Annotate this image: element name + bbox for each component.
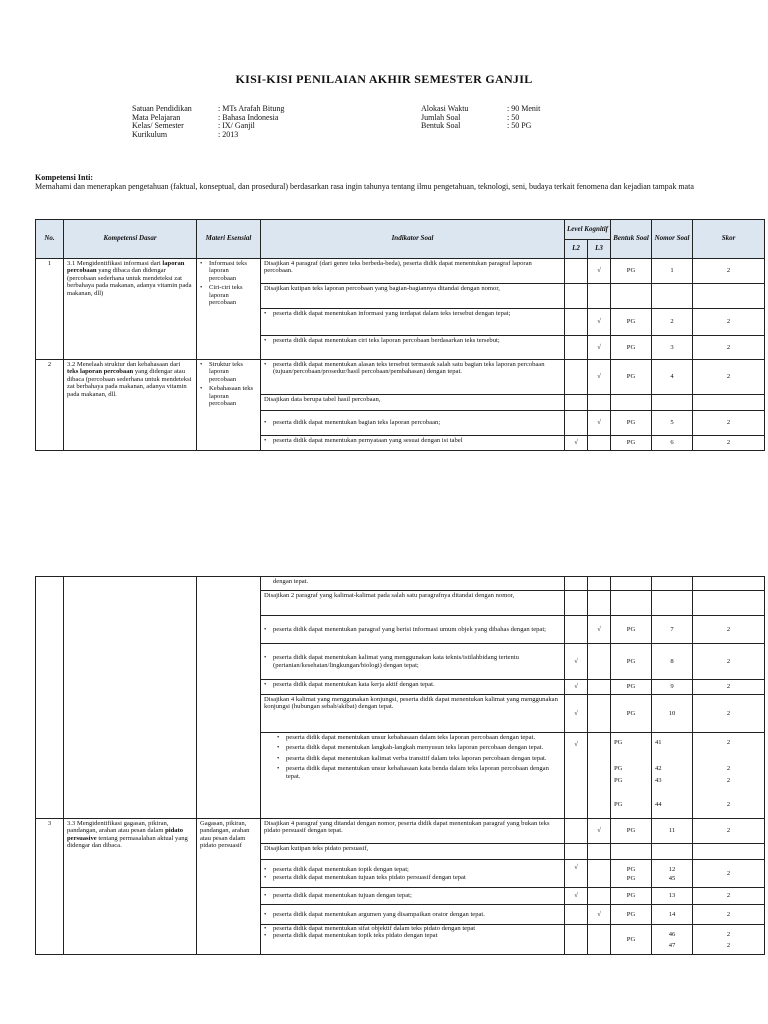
kd-text: 3.1 Mengidentifikasi informasi dari — [67, 260, 163, 267]
indikator-text: peserta didik dapat menentukan argumen yang disampaikan orator dengan tepat. — [273, 910, 485, 918]
bentuk-cell: PG — [611, 888, 652, 905]
bentuk-cell — [611, 284, 652, 309]
indikator-text: peserta didik dapat menentukan tujuan teks pidato persuasif dengan tepat — [273, 873, 466, 881]
bullet: • — [264, 910, 267, 918]
skor-cell — [693, 284, 765, 309]
row-number: 1 — [36, 259, 64, 360]
info-value: : 90 Menit — [507, 104, 541, 113]
indikator-cell — [261, 360, 565, 395]
skor-cell — [693, 844, 765, 860]
kd-text: yang dibaca dan didengar (percobaan sederhana untuk mendeteksi zat berbahaya pada makanan, adanya vitamin pada makanan, dll) — [67, 267, 192, 297]
bullet: • — [264, 932, 267, 940]
info-value: : MTs Arafah Bitung — [218, 104, 285, 113]
bullet: • — [277, 744, 280, 752]
nomor-cell: 8 — [652, 644, 693, 680]
nomor-cell — [652, 844, 693, 860]
bentuk-value: PG — [626, 874, 636, 882]
indikator-cell — [261, 733, 565, 819]
table-row — [36, 259, 765, 284]
l3-cell — [588, 284, 611, 309]
kd-keyword: laporan percobaan — [67, 260, 185, 275]
skor-cell: 2 — [693, 888, 765, 905]
nomor-cell — [652, 733, 693, 819]
indikator-cell — [261, 336, 565, 360]
row-number: 3 — [36, 819, 64, 955]
indikator-text: peserta didik dapat menentukan kalimat verba transitif dalam teks laporan percobaan dengan tepat. — [286, 754, 547, 762]
l3-cell — [588, 680, 611, 695]
indikator-cell: Disajikan 4 kalimat yang menggunakan konjungsi, peserta didik dapat menentukan kalimat yang menggunakan konjungsi (hubungan sebab/akibat) dengan tepat. — [261, 695, 565, 733]
l2-cell — [565, 360, 588, 395]
l3-cell: √ — [588, 336, 611, 360]
materi-cell — [197, 360, 261, 451]
identity-right — [421, 105, 540, 131]
nomor-value: 41 — [655, 739, 662, 746]
bullet: • — [200, 385, 203, 393]
info-value: : IX/ Ganjil — [218, 121, 255, 131]
nomor-cell: 11 — [652, 819, 693, 844]
nomor-cell: 14 — [652, 905, 693, 925]
nomor-cell — [652, 925, 693, 955]
indikator-cell — [261, 644, 565, 680]
bentuk-cell: PG — [611, 819, 652, 844]
skor-cell: 2 — [693, 819, 765, 844]
info-label: Bentuk Soal — [421, 121, 461, 131]
indikator-text: dengan tepat. — [273, 578, 309, 585]
skor-cell — [693, 591, 765, 616]
indikator-cell: Disajikan 2 paragraf yang kalimat-kalimat pada salah satu paragrafnya ditandai dengan nomor, — [261, 591, 565, 616]
bullet: • — [200, 361, 203, 368]
l2-cell: √ — [565, 644, 588, 680]
bullet: • — [277, 734, 280, 741]
info-value: : Bahasa Indonesia — [218, 112, 279, 122]
nomor-value: 43 — [655, 777, 662, 784]
l2-cell — [565, 819, 588, 844]
header-l3: L3 — [588, 240, 611, 259]
identity-left — [132, 105, 284, 139]
nomor-cell: 13 — [652, 888, 693, 905]
bentuk-cell: PG — [611, 905, 652, 925]
kisi-table-2 — [35, 576, 765, 955]
bentuk-cell — [611, 591, 652, 616]
bentuk-cell: PG — [611, 336, 652, 360]
l3-cell: √ — [588, 819, 611, 844]
bullet: • — [264, 654, 267, 662]
indikator-text: peserta didik dapat menentukan pernyataan yang sesuai dengan isi tabel — [273, 437, 463, 444]
bentuk-value: PG — [614, 765, 623, 772]
bentuk-value: PG — [626, 865, 636, 873]
skor-cell: 2 — [693, 905, 765, 925]
skor-value: 2 — [726, 739, 731, 746]
l2-cell — [565, 336, 588, 360]
indikator-text: peserta didik dapat menentukan kata kerja aktif dengan tepat. — [273, 681, 435, 688]
info-label: Alokasi Waktu — [421, 104, 469, 113]
l3-cell: √ — [588, 616, 611, 644]
bentuk-cell: PG — [611, 259, 652, 284]
ki-text: Memahami dan menerapkan pengetahuan (faktual, konseptual, dan prosedural) berdasarkan rasa ingin tahunya tentang ilmu pengetahuan, teknologi, seni, budaya terkait fenomena dan kejadian tampak mata — [35, 182, 694, 191]
nomor-cell — [652, 395, 693, 411]
bullet: • — [264, 925, 267, 932]
nomor-value: 46 — [668, 930, 676, 938]
info-label: Kelas/ Semester — [132, 121, 184, 131]
nomor-cell: 6 — [652, 436, 693, 451]
indikator-text: peserta didik dapat menentukan ciri teks laporan percobaan berdasarkan teks tersebut; — [273, 337, 500, 344]
materi-item: Struktur teks laporan percobaan — [209, 361, 243, 383]
skor-cell: 2 — [693, 436, 765, 451]
bullet: • — [264, 437, 267, 444]
indikator-cell — [261, 411, 565, 436]
kd-cell — [64, 360, 197, 451]
info-label: Satuan Pendidikan — [132, 104, 192, 113]
nomor-cell: 10 — [652, 695, 693, 733]
indikator-text: peserta didik dapat menentukan sifat objektif dalam teks pidato dengan tepat — [273, 925, 476, 932]
indikator-cell: Disajikan kutipan teks pidato persuasif, — [261, 844, 565, 860]
bentuk-cell — [611, 395, 652, 411]
header-kd: Kompetensi Dasar — [64, 220, 197, 259]
l2-cell — [565, 905, 588, 925]
indikator-text: peserta didik dapat menentukan topik dengan tepat; — [273, 866, 409, 874]
indikator-text: peserta didik dapat menentukan tujuan dengan tepat; — [273, 892, 412, 900]
bullet: • — [264, 361, 267, 368]
kd-cell — [64, 819, 197, 955]
l3-cell — [588, 644, 611, 680]
l3-cell: √ — [588, 411, 611, 436]
skor-cell — [693, 733, 765, 819]
nomor-cell: 5 — [652, 411, 693, 436]
skor-cell: 2 — [693, 309, 765, 336]
l2-cell: √ — [565, 695, 588, 733]
bullet: • — [264, 310, 267, 317]
info-label: Mata Pelajaran — [132, 112, 181, 122]
bentuk-cell: PG — [611, 436, 652, 451]
l2-cell: √ — [565, 733, 588, 819]
l3-cell: √ — [588, 360, 611, 395]
nomor-cell: 1 — [652, 259, 693, 284]
skor-cell: 2 — [693, 616, 765, 644]
l2-cell — [565, 309, 588, 336]
skor-cell: 2 — [693, 336, 765, 360]
header-indikator: Indikator Soal — [261, 220, 565, 259]
ki-label: Kompetensi Inti: — [35, 173, 93, 182]
bullet: • — [277, 765, 280, 773]
kd-text: tentang permasalahan aktual yang didengar dan dibaca. — [67, 834, 188, 850]
l2-cell — [565, 411, 588, 436]
nomor-cell — [652, 860, 693, 888]
kd-keyword: pidato persuasive — [67, 827, 184, 842]
l2-cell — [565, 395, 588, 411]
bentuk-cell: PG — [611, 925, 652, 955]
row-number: 2 — [36, 360, 64, 451]
indikator-text: peserta didik dapat menentukan paragraf yang berisi informasi umum objek yang dibahas dengan tepat; — [273, 625, 547, 633]
kd-cell — [64, 259, 197, 360]
l2-cell — [565, 259, 588, 284]
nomor-value: 47 — [668, 941, 676, 949]
skor-value: 2 — [726, 941, 731, 949]
bentuk-cell — [611, 733, 652, 819]
bullet: • — [264, 625, 267, 633]
bentuk-cell: PG — [611, 644, 652, 680]
l3-cell — [588, 888, 611, 905]
bullet: • — [264, 873, 267, 881]
l3-cell — [588, 695, 611, 733]
bullet: • — [264, 866, 267, 874]
nomor-cell: 3 — [652, 336, 693, 360]
indikator-cell — [261, 436, 565, 451]
header-bentuk: Bentuk Soal — [611, 220, 652, 259]
skor-cell — [693, 925, 765, 955]
bentuk-cell: PG — [611, 680, 652, 695]
page-title: KISI-KISI PENILAIAN AKHIR SEMESTER GANJIL — [235, 72, 533, 86]
l2-cell: √ — [565, 860, 588, 888]
skor-cell: 2 — [693, 360, 765, 395]
info-value: : 50 — [507, 112, 520, 122]
indikator-cell — [261, 577, 565, 591]
indikator-text: peserta didik dapat menentukan topik teks pidato dengan tepat — [273, 932, 438, 940]
bentuk-value: PG — [614, 739, 623, 746]
nomor-cell — [652, 591, 693, 616]
indikator-text: peserta didik dapat menentukan kalimat yang menggunakan kata teknis/istilahbidang tertentu (pertanian/kesehatan/lingkungan/biologi) dengan tepat; — [273, 654, 519, 669]
nomor-cell — [652, 284, 693, 309]
nomor-value: 44 — [655, 801, 662, 808]
table-row — [36, 360, 765, 395]
l2-cell: √ — [565, 680, 588, 695]
bentuk-cell: PG — [611, 411, 652, 436]
info-value: : 50 PG — [507, 121, 532, 131]
l3-cell — [588, 844, 611, 860]
l2-cell — [565, 591, 588, 616]
skor-cell: 2 — [693, 695, 765, 733]
info-label: Jumlah Soal — [421, 112, 461, 122]
indikator-cell: Disajikan kutipan teks laporan percobaan yang bagian-bagiannya ditandai dengan nomor, — [261, 284, 565, 309]
materi-item: Ciri-ciri teks laporan percobaan — [209, 284, 243, 307]
indikator-text: peserta didik dapat menentukan informasi yang terdapat dalam teks tersebut dengan tepat; — [273, 310, 511, 317]
materi-cell — [197, 259, 261, 360]
table-row — [36, 577, 765, 591]
table-row — [36, 819, 765, 844]
materi-item: Kebahasaan teks laporan percobaan — [209, 385, 254, 408]
skor-value: 2 — [726, 777, 731, 784]
bentuk-cell — [611, 844, 652, 860]
bullet: • — [200, 260, 203, 267]
nomor-cell: 9 — [652, 680, 693, 695]
info-label: Kurikulum — [132, 129, 168, 139]
l3-cell: √ — [588, 905, 611, 925]
bullet: • — [200, 284, 203, 292]
indikator-text: peserta didik dapat menentukan unsur kebahasaan dalam teks laporan percobaan dengan tepat. — [286, 734, 535, 741]
header-level: Level Kognitif — [565, 220, 611, 240]
nomor-value: 45 — [668, 874, 676, 882]
skor-cell: 2 — [693, 411, 765, 436]
bentuk-cell: PG — [611, 309, 652, 336]
indikator-cell — [261, 888, 565, 905]
nomor-cell: 4 — [652, 360, 693, 395]
skor-cell: 2 — [693, 860, 765, 888]
nomor-cell: 2 — [652, 309, 693, 336]
kisi-table-1 — [35, 219, 765, 451]
header-materi: Materi Esensial — [197, 220, 261, 259]
kd-text: 3.3 Mengidentifikasi gagasan, pikiran, pandangan, arahan atau pesan dalam — [67, 820, 169, 835]
indikator-cell — [261, 860, 565, 888]
header-nomor: Nomor Soal — [652, 220, 693, 259]
indikator-text: peserta didik dapat menentukan unsur kebahasaan kata benda dalam teks laporan percobaan dengan tepat. — [286, 765, 549, 780]
l3-cell: √ — [588, 309, 611, 336]
skor-cell: 2 — [693, 259, 765, 284]
kd-keyword: teks laporan percobaan — [67, 368, 134, 376]
header-skor: Skor — [693, 220, 765, 259]
skor-cell: 2 — [693, 644, 765, 680]
bentuk-value: PG — [614, 801, 623, 808]
skor-value: 2 — [726, 801, 731, 808]
indikator-cell — [261, 905, 565, 925]
l3-cell — [588, 591, 611, 616]
l2-cell — [565, 844, 588, 860]
header-no: No. — [36, 220, 64, 259]
nomor-value: 12 — [668, 865, 676, 873]
indikator-text: peserta didik dapat menentukan bagian teks laporan percobaan; — [273, 419, 441, 427]
indikator-cell: Disajikan 4 paragraf yang ditandai dengan nomor, peserta didik dapat menentukan paragraf yang bukan teks pidato persuasif dengan tepat. — [261, 819, 565, 844]
skor-cell — [693, 395, 765, 411]
bentuk-value: PG — [614, 777, 623, 784]
skor-cell: 2 — [693, 680, 765, 695]
bullet: • — [264, 419, 267, 427]
indikator-cell: Disajikan 4 paragraf (dari genre teks berbeda-beda), peserta didik dapat menentukan paragraf laporan percobaan. — [261, 259, 565, 284]
indikator-cell — [261, 616, 565, 644]
bentuk-cell: PG — [611, 616, 652, 644]
bentuk-cell: PG — [611, 360, 652, 395]
l2-cell — [565, 616, 588, 644]
l2-cell — [565, 284, 588, 309]
bullet: • — [277, 754, 280, 762]
header-l2: L2 — [565, 240, 588, 259]
indikator-cell: Disajikan data berupa tabel hasil percobaan, — [261, 395, 565, 411]
materi-item: Informasi teks laporan percobaan — [209, 260, 247, 282]
indikator-text: peserta didik dapat menentukan langkah-langkah menyusun teks laporan percobaan dengan tepat. — [286, 744, 544, 752]
nomor-cell: 7 — [652, 616, 693, 644]
info-value: : 2013 — [218, 129, 239, 139]
nomor-value: 42 — [655, 765, 662, 772]
skor-value: 2 — [726, 765, 731, 772]
indikator-cell — [261, 925, 565, 955]
bentuk-cell — [611, 860, 652, 888]
kd-text: 3.2 Menelaah struktur dan kebahasaan dari — [67, 361, 181, 368]
bullet: • — [264, 337, 267, 344]
bullet: • — [264, 892, 267, 900]
bullet: • — [264, 681, 267, 688]
l3-cell — [588, 395, 611, 411]
kd-text: yang didengar atau dibaca (percobaan sederhana untuk mendeteksi zat berbahaya pada makanan, adanya vitamin pada makanan, dll. — [67, 368, 192, 398]
indikator-cell — [261, 680, 565, 695]
indikator-text: peserta didik dapat menentukan alasan teks tersebut termasuk salah satu bagian teks laporan percobaan (tujuan/percobaan/prosedur/hasil percobaan/pembahasan) dengan tepat. — [273, 361, 545, 376]
indikator-cell — [261, 309, 565, 336]
bentuk-cell: PG — [611, 695, 652, 733]
l3-cell: √ — [588, 259, 611, 284]
l2-cell: √ — [565, 436, 588, 451]
l2-cell: √ — [565, 888, 588, 905]
skor-value: 2 — [726, 930, 731, 938]
l3-cell — [588, 436, 611, 451]
materi-cell: Gagasan, pikiran, pandangan, arahan atau pesan dalam pidato persuasif — [197, 819, 261, 955]
